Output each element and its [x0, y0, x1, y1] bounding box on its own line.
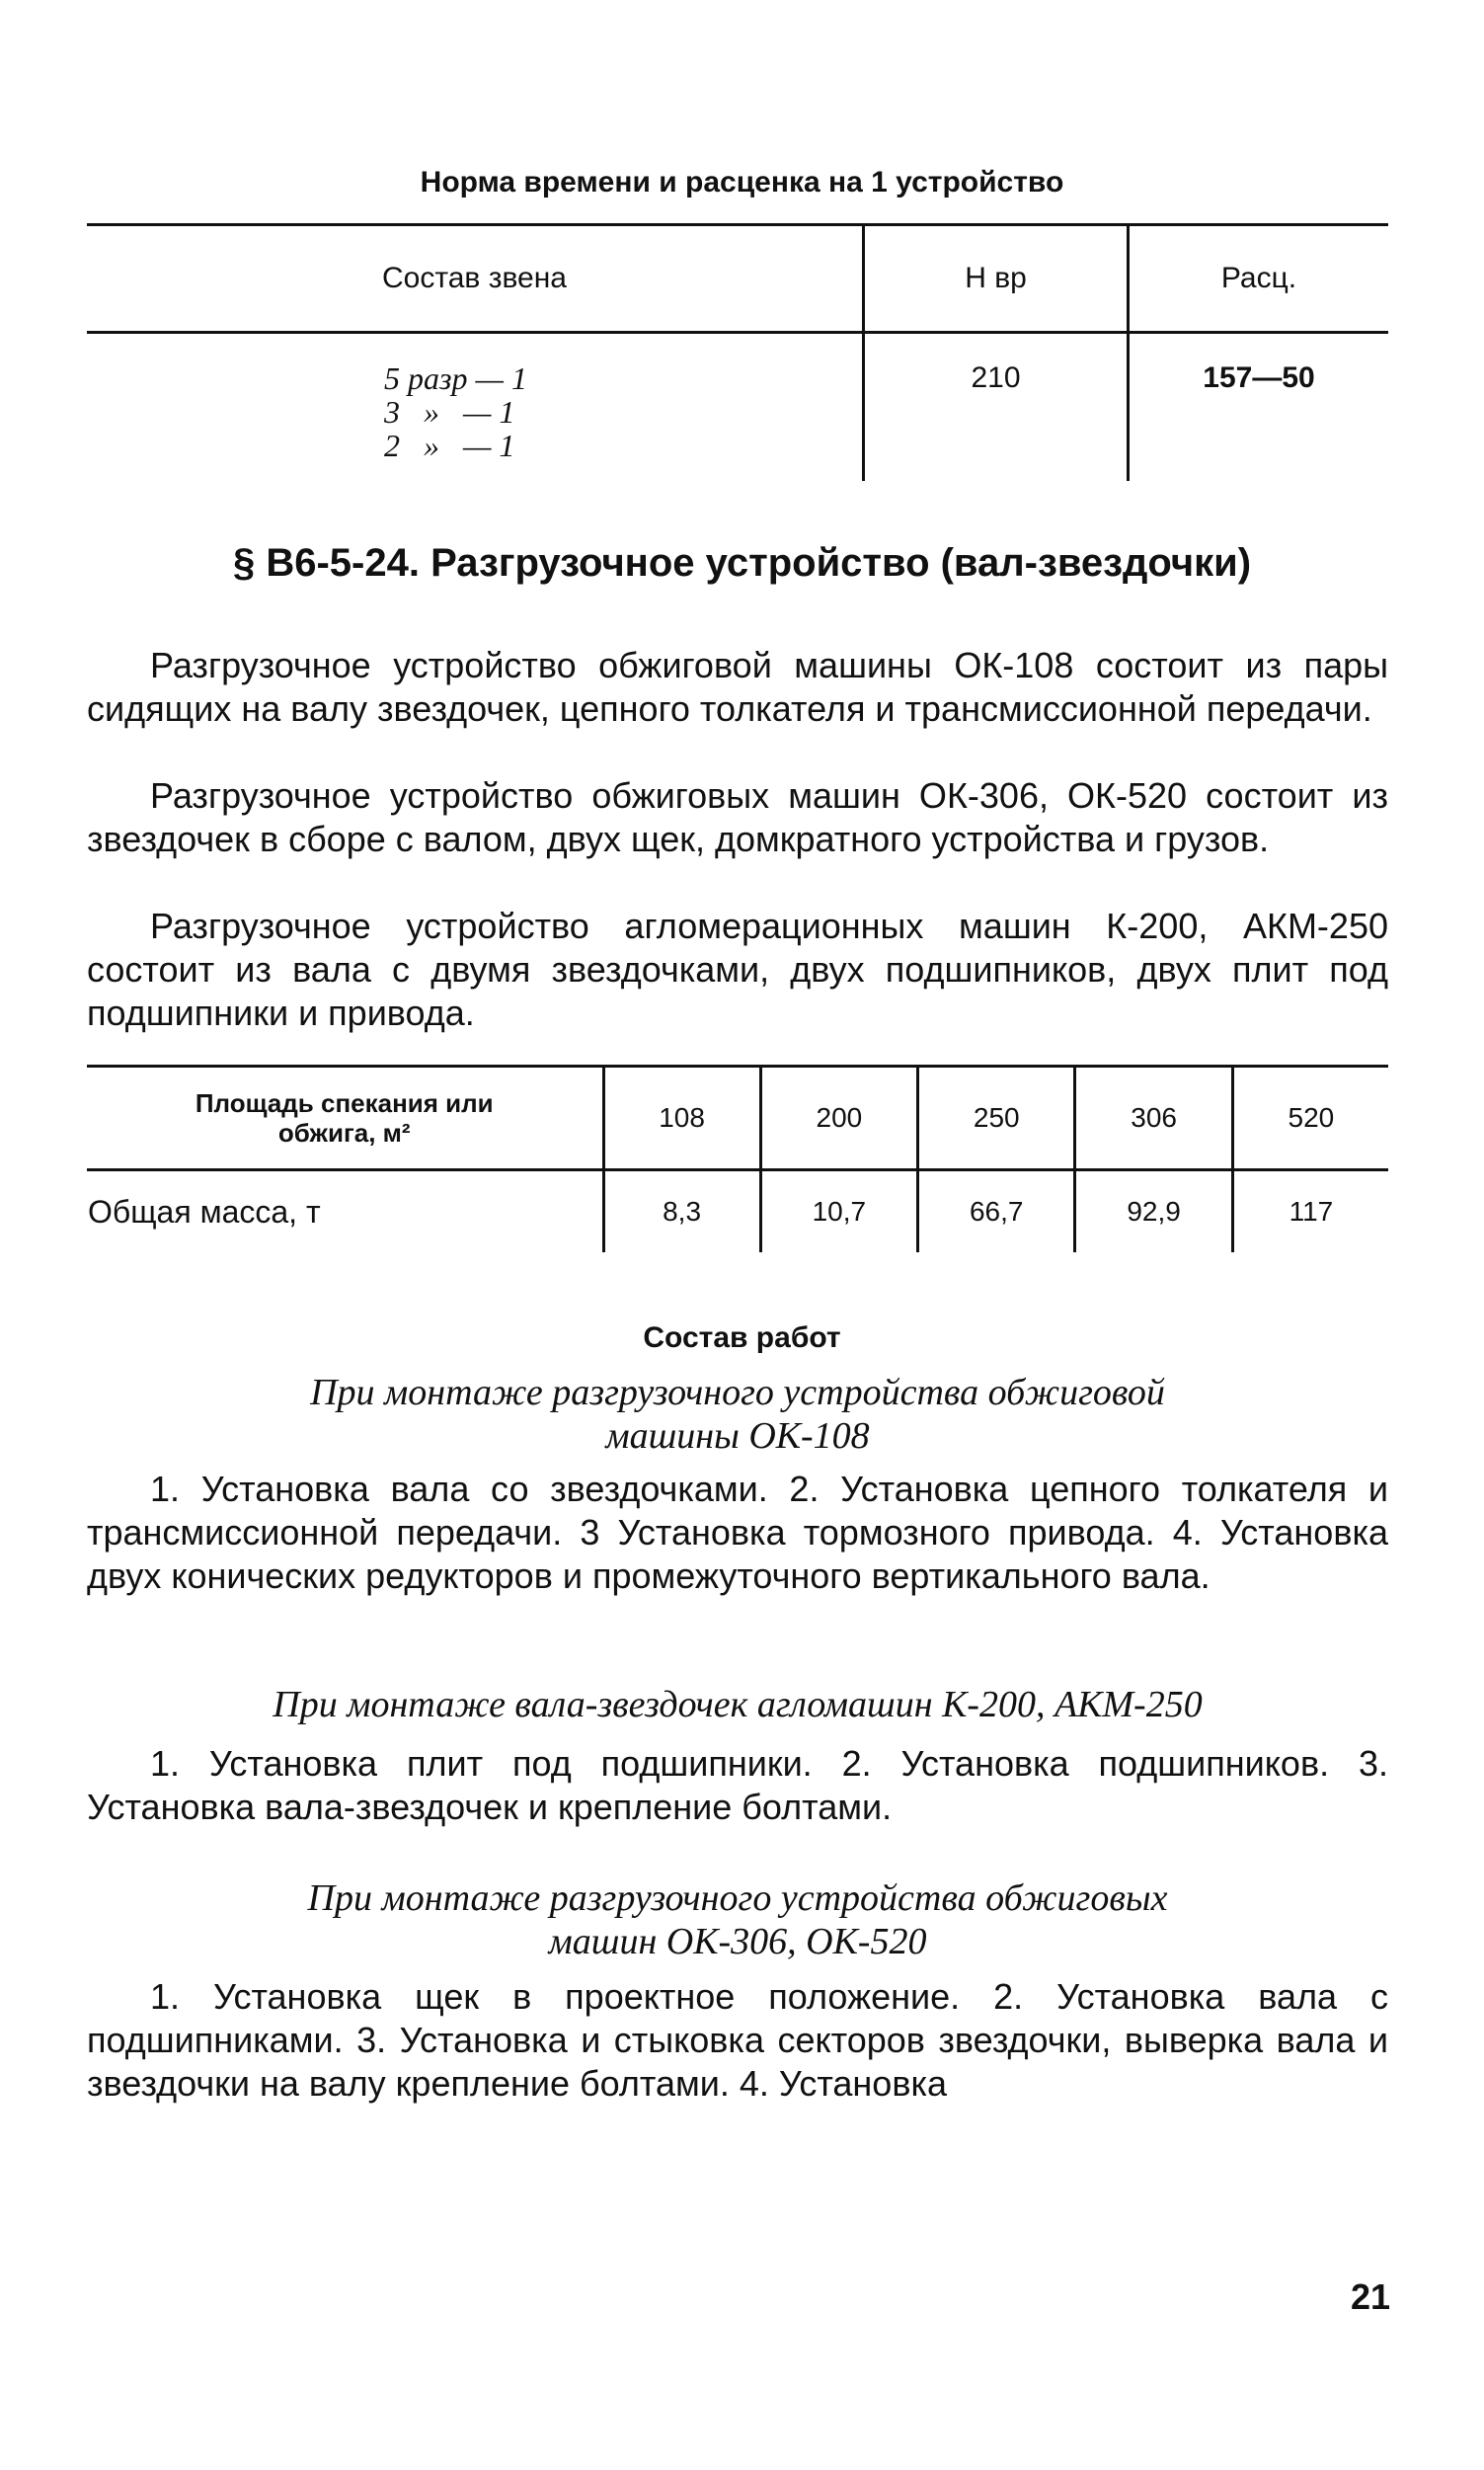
norm-table-header	[87, 225, 1388, 333]
paragraph: Разгрузочное устройство агломерационных машин К-200, АКМ-250 состоит из вала с двумя звездочками, двух подшипников, двух плит под подшипники и привода.	[87, 906, 1388, 1033]
works-heading-line: машин ОК-306, ОК-520	[548, 1921, 927, 1962]
works-title: Состав работ	[643, 1321, 841, 1354]
paragraph: Разгрузочное устройство обжиговой машины ОК-108 состоит из пары сидящих на валу звездочек, цепного толкателя и трансмиссионной передачи.	[87, 645, 1388, 729]
works-heading-line: машины ОК-108	[605, 1415, 870, 1457]
mass-value: 66,7	[918, 1170, 1075, 1253]
norm-table	[87, 223, 1388, 481]
crew-cell	[87, 333, 864, 482]
table-row	[87, 1170, 1388, 1253]
area-column: 306	[1075, 1067, 1232, 1170]
works-text: 1. Установка вала со звездочками. 2. Установка цепного толкателя и трансмиссионной передачи. 3 Установка тормозного привода. 4. Установка двух конических редукторов и промежуточного вертикального вала.	[87, 1469, 1388, 1596]
area-label-line: Площадь спекания или	[195, 1088, 494, 1118]
norm-col-crew: Состав звена	[87, 225, 864, 333]
area-column: 200	[760, 1067, 917, 1170]
crew-line: 3 » — 1	[384, 394, 515, 430]
area-column: 250	[918, 1067, 1075, 1170]
works-heading-line: При монтаже разгрузочного устройства обжиговых	[307, 1877, 1168, 1919]
mass-value: 8,3	[603, 1170, 760, 1253]
norm-caption: Норма времени и расценка на 1 устройство	[420, 166, 1064, 199]
mass-value: 117	[1232, 1170, 1388, 1253]
mass-value: 10,7	[760, 1170, 917, 1253]
works-text: 1. Установка щек в проектное положение. 2. Установка вала с подшипниками. 3. Установка и стыковка секторов звездочки, выверка вала и звездочки на валу крепление болтами. 4. Установка	[87, 1976, 1388, 2104]
rate-value: 157—50	[1203, 361, 1315, 394]
works-heading-line: При монтаже разгрузочного устройства обжиговой	[310, 1372, 1165, 1413]
works-text: 1. Установка плит под подшипники. 2. Установка подшипников. 3. Установка вала-звездочек и крепление болтами.	[87, 1743, 1388, 1827]
table-row	[87, 333, 1388, 482]
norm-col-hvr: Н вр	[864, 225, 1129, 333]
area-label	[87, 1067, 603, 1170]
crew-line: 2 » — 1	[384, 428, 515, 463]
crew-line: 5 разр — 1	[384, 360, 527, 396]
mass-label: Общая масса, т	[88, 1193, 321, 1230]
section-title: § В6-5-24. Разгрузочное устройство (вал-звездочки)	[232, 541, 1252, 585]
hvr-value: 210	[864, 333, 1129, 482]
works-heading	[87, 1683, 1388, 1726]
mass-value: 92,9	[1075, 1170, 1232, 1253]
norm-col-rate: Расц.	[1129, 225, 1389, 333]
works-heading-line: При монтаже вала-звездочек агломашин К-200, АКМ-250	[273, 1684, 1203, 1725]
area-label-line: обжига, м²	[277, 1118, 411, 1148]
area-column: 108	[603, 1067, 760, 1170]
paragraph: Разгрузочное устройство обжиговых машин ОК-306, ОК-520 состоит из звездочек в сборе с валом, двух щек, домкратного устройства и грузов.	[87, 775, 1388, 859]
works-heading	[87, 1371, 1388, 1458]
mass-table	[87, 1065, 1388, 1252]
page-number: 21	[1351, 2276, 1391, 2317]
works-heading	[87, 1876, 1388, 1963]
mass-table-header	[87, 1067, 1388, 1170]
area-column: 520	[1232, 1067, 1388, 1170]
